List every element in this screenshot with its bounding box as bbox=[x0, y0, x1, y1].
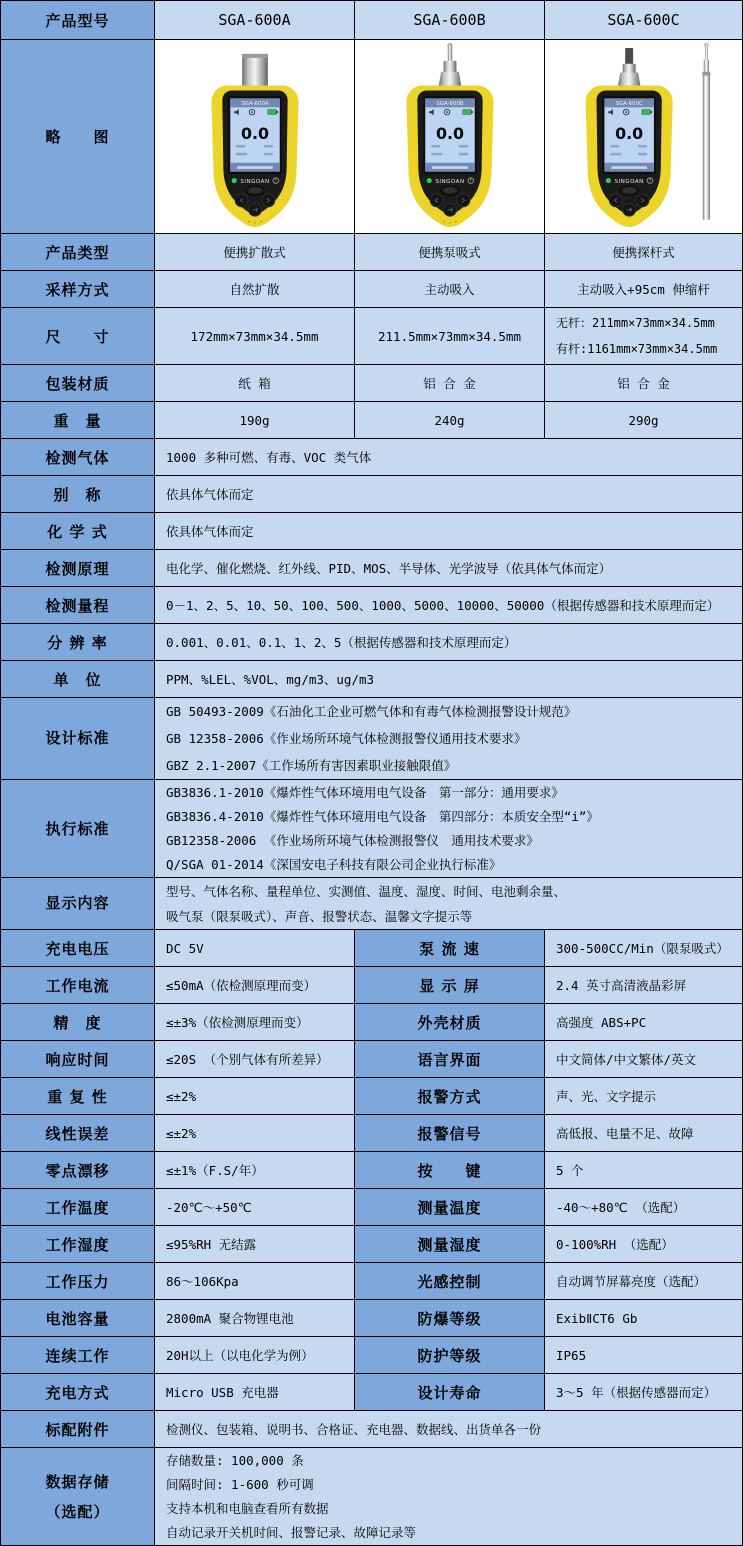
row-label-storage: 数据存储 （选配） bbox=[1, 1448, 155, 1545]
spec-value-3-1: 铝 合 金 bbox=[355, 365, 545, 402]
dual-row-7 bbox=[1, 1189, 742, 1226]
dual-label1-0: 充电电压 bbox=[1, 930, 155, 967]
telescopic-rod bbox=[702, 42, 710, 219]
dual-value1-0: DC 5V bbox=[155, 930, 355, 967]
product-model-sga-600c: SGA-600C bbox=[545, 1, 742, 40]
status-led bbox=[231, 177, 236, 182]
dual-row-10 bbox=[1, 1300, 742, 1337]
dual-value2-12: 3～5 年（根据传感器而定） bbox=[545, 1374, 742, 1411]
spec-row-2 bbox=[1, 308, 742, 365]
dual-label1-6: 零点漂移 bbox=[1, 1152, 155, 1189]
screen-model-text: SGA-600B bbox=[435, 100, 464, 107]
storage-value: 存储数量: 100,000 条 间隔时间: 1-600 秒可调 支持本机和电脑查看所有数据 自动记录开关机时间、报警记录、故障记录等 bbox=[155, 1448, 742, 1545]
full-row-7 bbox=[1, 698, 742, 780]
dual-value2-8: 0-100%RH （选配） bbox=[545, 1226, 742, 1263]
dual-row-8 bbox=[1, 1226, 742, 1263]
full-value-6: PPM、%LEL、%VOL、mg/m3、ug/m3 bbox=[155, 661, 742, 698]
pump-probe bbox=[438, 43, 461, 86]
dual-label1-2: 精 度 bbox=[1, 1004, 155, 1041]
dual-label2-10: 防爆等级 bbox=[355, 1300, 545, 1337]
screen-reading: 0.0 bbox=[435, 123, 464, 143]
dual-row-1 bbox=[1, 967, 742, 1004]
screen-reading: 0.0 bbox=[240, 123, 269, 143]
full-value-5: 0.001、0.01、0.1、1、2、5（根据传感器和技术原理而定） bbox=[155, 624, 742, 661]
dual-label2-12: 设计寿命 bbox=[355, 1374, 545, 1411]
device-screen bbox=[228, 95, 281, 173]
full-value-0: 1000 多种可燃、有毒、VOC 类气体 bbox=[155, 439, 742, 476]
dual-label2-8: 测量湿度 bbox=[355, 1226, 545, 1263]
row-label-4: 重 量 bbox=[1, 402, 155, 439]
dual-label2-2: 外壳材质 bbox=[355, 1004, 545, 1041]
accessories-value: 检测仪、包装箱、说明书、合格证、充电器、数据线、出货单各一份 bbox=[155, 1411, 742, 1448]
spec-value-3-2: 铝 合 金 bbox=[545, 365, 742, 402]
status-led bbox=[426, 177, 431, 182]
full-row-3 bbox=[1, 550, 742, 587]
battery-icon bbox=[642, 109, 650, 114]
brand-text: SINGOAN bbox=[434, 178, 465, 185]
row-label-full-6: 单 位 bbox=[1, 661, 155, 698]
spec-value-1-1: 主动吸入 bbox=[355, 271, 545, 308]
dual-label2-1: 显 示 屏 bbox=[355, 967, 545, 1004]
dual-row-5 bbox=[1, 1115, 742, 1152]
dual-row-3 bbox=[1, 1041, 742, 1078]
full-row-5 bbox=[1, 624, 742, 661]
full-row-1 bbox=[1, 476, 742, 513]
dual-row-2 bbox=[1, 1004, 742, 1041]
product-model-sga-600b: SGA-600B bbox=[355, 1, 545, 40]
battery-icon bbox=[267, 109, 275, 114]
dual-value2-7: -40～+80℃ （选配） bbox=[545, 1189, 742, 1226]
spec-value-4-1: 240g bbox=[355, 402, 545, 439]
full-value-1: 依具体气体而定 bbox=[155, 476, 742, 513]
dual-value1-7: -20℃～+50℃ bbox=[155, 1189, 355, 1226]
full-row-2 bbox=[1, 513, 742, 550]
dual-label2-11: 防护等级 bbox=[355, 1337, 545, 1374]
sketch-row bbox=[1, 40, 742, 234]
dual-label2-7: 测量温度 bbox=[355, 1189, 545, 1226]
dual-label2-0: 泵 流 速 bbox=[355, 930, 545, 967]
device-screen bbox=[602, 95, 655, 173]
device-screen bbox=[423, 95, 476, 173]
sensor-cap bbox=[242, 53, 268, 86]
dual-row-6 bbox=[1, 1152, 742, 1189]
dual-row-12 bbox=[1, 1374, 742, 1411]
accessories-row bbox=[1, 1411, 742, 1448]
product-image-cell-b bbox=[355, 40, 545, 234]
full-value-3: 电化学、催化燃烧、红外线、PID、MOS、半导体、光学波导（依具体气体而定） bbox=[155, 550, 742, 587]
row-label-full-1: 别 称 bbox=[1, 476, 155, 513]
full-row-8 bbox=[1, 780, 742, 878]
row-label-full-7: 设计标准 bbox=[1, 698, 155, 780]
dual-label1-9: 工作压力 bbox=[1, 1263, 155, 1300]
row-label-full-8: 执行标准 bbox=[1, 780, 155, 878]
full-row-9 bbox=[1, 878, 742, 930]
dual-value2-10: ExibⅡCT6 Gb bbox=[545, 1300, 742, 1337]
spec-value-4-2: 290g bbox=[545, 402, 742, 439]
dual-value2-5: 高低报、电量不足、故障 bbox=[545, 1115, 742, 1152]
full-row-4 bbox=[1, 587, 742, 624]
row-label-product-model: 产品型号 bbox=[1, 1, 155, 40]
dual-value1-12: Micro USB 充电器 bbox=[155, 1374, 355, 1411]
dual-value1-11: 20H以上（以电化学为例） bbox=[155, 1337, 355, 1374]
row-label-full-4: 检测量程 bbox=[1, 587, 155, 624]
row-label-full-2: 化 学 式 bbox=[1, 513, 155, 550]
dual-label1-8: 工作湿度 bbox=[1, 1226, 155, 1263]
dual-row-11 bbox=[1, 1337, 742, 1374]
row-label-0: 产品类型 bbox=[1, 234, 155, 271]
dual-value1-5: ≤±2% bbox=[155, 1115, 355, 1152]
row-label-full-0: 检测气体 bbox=[1, 439, 155, 476]
dual-label2-4: 报警方式 bbox=[355, 1078, 545, 1115]
dual-value1-1: ≤50mA（依检测原理而变） bbox=[155, 967, 355, 1004]
full-value-9: 型号、气体名称、量程单位、实测值、温度、湿度、时间、电池剩余量、 吸气泵（限泵吸式）、声音、报警状态、温馨文字提示等 bbox=[155, 878, 742, 930]
product-image-cell-c bbox=[545, 40, 742, 234]
dual-label2-6: 按 键 bbox=[355, 1152, 545, 1189]
status-led bbox=[605, 177, 610, 182]
dual-row-4 bbox=[1, 1078, 742, 1115]
dual-value2-2: 高强度 ABS+PC bbox=[545, 1004, 742, 1041]
full-value-2: 依具体气体而定 bbox=[155, 513, 742, 550]
dual-value1-3: ≤20S （个别气体有所差异） bbox=[155, 1041, 355, 1078]
dual-value2-11: IP65 bbox=[545, 1337, 742, 1374]
header-row bbox=[1, 1, 742, 40]
row-label-sketch: 略 图 bbox=[1, 40, 155, 234]
battery-icon bbox=[462, 109, 470, 114]
dual-value2-1: 2.4 英寸高清液晶彩屏 bbox=[545, 967, 742, 1004]
dual-value1-9: 86～106Kpa bbox=[155, 1263, 355, 1300]
dual-row-0 bbox=[1, 930, 742, 967]
dual-label1-5: 线性误差 bbox=[1, 1115, 155, 1152]
product-model-sga-600a: SGA-600A bbox=[155, 1, 355, 40]
dual-value2-3: 中文简体/中文繁体/英文 bbox=[545, 1041, 742, 1078]
dual-value1-8: ≤95%RH 无结露 bbox=[155, 1226, 355, 1263]
spec-value-0-1: 便携泵吸式 bbox=[355, 234, 545, 271]
dual-label2-9: 光感控制 bbox=[355, 1263, 545, 1300]
brand-text: SINGOAN bbox=[239, 178, 270, 185]
dual-label1-1: 工作电流 bbox=[1, 967, 155, 1004]
spec-value-2-2: 无杆：211mm×73mm×34.5mm 有杆:1161mm×73mm×34.5mm bbox=[545, 308, 742, 365]
dual-label2-5: 报警信号 bbox=[355, 1115, 545, 1152]
storage-row bbox=[1, 1448, 742, 1545]
device-image-sga-600b bbox=[375, 42, 525, 232]
row-label-full-9: 显示内容 bbox=[1, 878, 155, 930]
pump-probe bbox=[617, 47, 640, 86]
spec-row-0 bbox=[1, 234, 742, 271]
dual-value1-10: 2800mA 聚合物锂电池 bbox=[155, 1300, 355, 1337]
dual-value2-4: 声、光、文字提示 bbox=[545, 1078, 742, 1115]
dual-label1-3: 响应时间 bbox=[1, 1041, 155, 1078]
brand-text: SINGOAN bbox=[614, 178, 644, 185]
screen-reading: 0.0 bbox=[614, 123, 643, 143]
dual-value2-6: 5 个 bbox=[545, 1152, 742, 1189]
full-value-4: 0－1、2、5、10、50、100、500、1000、5000、10000、50000（根据传感器和技术原理而定） bbox=[155, 587, 742, 624]
device-image-sga-600c bbox=[566, 42, 722, 232]
dual-label1-4: 重 复 性 bbox=[1, 1078, 155, 1115]
spec-value-4-0: 190g bbox=[155, 402, 355, 439]
spec-value-2-1: 211.5mm×73mm×34.5mm bbox=[355, 308, 545, 365]
screen-model-text: SGA-600C bbox=[614, 100, 643, 107]
row-label-full-5: 分 辨 率 bbox=[1, 624, 155, 661]
spec-value-1-0: 自然扩散 bbox=[155, 271, 355, 308]
dual-row-9 bbox=[1, 1263, 742, 1300]
row-label-3: 包装材质 bbox=[1, 365, 155, 402]
product-image-cell-a bbox=[155, 40, 355, 234]
spec-value-0-2: 便携探杆式 bbox=[545, 234, 742, 271]
dual-label1-11: 连续工作 bbox=[1, 1337, 155, 1374]
row-label-full-3: 检测原理 bbox=[1, 550, 155, 587]
dual-label1-12: 充电方式 bbox=[1, 1374, 155, 1411]
dual-value2-9: 自动调节屏幕亮度（选配） bbox=[545, 1263, 742, 1300]
full-row-6 bbox=[1, 661, 742, 698]
row-label-1: 采样方式 bbox=[1, 271, 155, 308]
spec-value-2-0: 172mm×73mm×34.5mm bbox=[155, 308, 355, 365]
full-value-8: GB3836.1-2010《爆炸性气体环境用电气设备 第一部分：通用要求》 GB3836.4-2010《爆炸性气体环境用电气设备 第四部分：本质安全型“i”》 GB12358-2006 《作业场所环境气体检测报警仪 通用技术要求》 Q/SGA 01-2014《深国安电子科技有限公司企业执行标准》 bbox=[155, 780, 742, 878]
spec-value-3-0: 纸 箱 bbox=[155, 365, 355, 402]
full-row-0 bbox=[1, 439, 742, 476]
row-label-accessories: 标配附件 bbox=[1, 1411, 155, 1448]
row-label-2: 尺 寸 bbox=[1, 308, 155, 365]
dual-value1-6: ≤±1%（F.S/年） bbox=[155, 1152, 355, 1189]
full-value-7: GB 50493-2009《石油化工企业可燃气体和有毒气体检测报警设计规范》 GB 12358-2006《作业场所环境气体检测报警仪通用技术要求》 GBZ 2.1-2007《工作场所有害因素职业接触限值》 bbox=[155, 698, 742, 780]
dual-label1-10: 电池容量 bbox=[1, 1300, 155, 1337]
spec-row-3 bbox=[1, 365, 742, 402]
dual-label1-7: 工作温度 bbox=[1, 1189, 155, 1226]
spec-row-1 bbox=[1, 271, 742, 308]
spec-value-1-2: 主动吸入+95cm 伸缩杆 bbox=[545, 271, 742, 308]
dual-value1-4: ≤±2% bbox=[155, 1078, 355, 1115]
device-image-sga-600a bbox=[180, 42, 330, 232]
dual-label2-3: 语言界面 bbox=[355, 1041, 545, 1078]
spec-value-0-0: 便携扩散式 bbox=[155, 234, 355, 271]
dual-value2-0: 300-500CC/Min（限泵吸式） bbox=[545, 930, 742, 967]
spec-row-4 bbox=[1, 402, 742, 439]
screen-model-text: SGA-600A bbox=[240, 100, 269, 107]
dual-value1-2: ≤±3%（依检测原理而变） bbox=[155, 1004, 355, 1041]
